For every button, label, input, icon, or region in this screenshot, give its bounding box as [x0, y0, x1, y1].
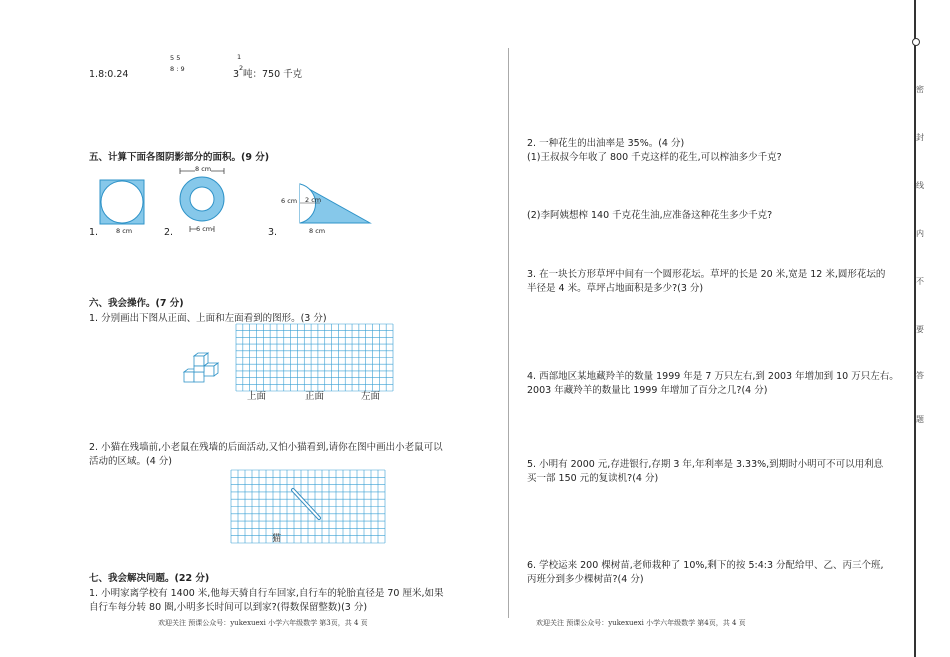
figure-3-dim-radius: 2 cm	[305, 196, 322, 204]
figure-2-dim-top: 8 cm	[195, 165, 212, 173]
q3-line2: 半径是 4 米。草坪占地面积是多少?(3 分)	[527, 283, 704, 294]
figure-3-dim-left: 6 cm	[281, 197, 298, 205]
section6-question-2-line2: 活动的区域。(4 分)	[89, 456, 172, 467]
left-footer: 欢迎关注 预课公众号：yukexuexi 小学六年级数学 第3页，共 4 页	[158, 619, 368, 627]
binding-char-6: 要	[916, 325, 924, 334]
grid-label-left-view: 左面	[361, 391, 381, 402]
q6-line2: 丙班分到多少棵树苗?(4 分)	[527, 574, 644, 585]
binding-char-4: 内	[916, 229, 924, 238]
binding-char-5: 不	[916, 277, 924, 286]
binding-char-2: 封	[916, 133, 924, 142]
section7-question-1-line2: 自行车每分转 80 圈,小明多长时间可以到家?(得数保留整数)(3 分)	[89, 602, 368, 613]
figure-3-number: 3.	[268, 227, 278, 238]
q3-line1: 3. 在一块长方形草坪中间有一个圆形花坛。草坪的长是 20 米,宽是 12 米,圆形花坛的	[527, 269, 886, 280]
ratio-item-1: 1.8:0.24	[89, 69, 129, 80]
cube-stack-figure	[180, 354, 222, 386]
q2-title: 2. 一种花生的出油率是 35%。(4 分)	[527, 138, 685, 149]
figure-2-number: 2.	[164, 227, 174, 238]
grid-label-top-view: 上面	[247, 391, 267, 402]
q2-part-a: (1)王叔叔今年收了 800 千克这样的花生,可以榨油多少千克?	[527, 152, 782, 163]
cat-label: 猫	[272, 534, 282, 544]
ratio-item-3-whole: 3	[233, 69, 240, 80]
q4-line2: 2003 年藏羚羊的数量比 1999 年增加了百分之几?(4 分)	[527, 385, 768, 396]
section5-title: 五、计算下面各图阴影部分的面积。(9 分)	[89, 152, 270, 163]
page-divider	[508, 48, 509, 618]
figure-1-number: 1.	[89, 227, 99, 238]
q4-line1: 4. 西部地区某地藏羚羊的数量 1999 年是 7 万只左右,到 2003 年增加到 10 万只左右。	[527, 371, 899, 382]
section7-question-1-line1: 1. 小明家离学校有 1400 米,他每天骑自行车回家,自行车的轮胎直径是 70 厘米,如果	[89, 588, 444, 599]
drawing-grid-views[interactable]	[236, 324, 394, 392]
drawing-grid-cat-mouse[interactable]	[231, 470, 386, 544]
section7-title: 七、我会解决问题。(22 分)	[89, 573, 210, 584]
q5-line1: 5. 小明有 2000 元,存进银行,存期 3 年,年利率是 3.33%,到期时小明可不可以用利息	[527, 459, 884, 470]
q5-line2: 买一部 150 元的复读机?(4 分)	[527, 473, 659, 484]
ratio-item-3-rest: 吨：750 千克	[243, 69, 303, 80]
binding-char-8: 题	[916, 415, 924, 424]
figure-3-dim-bottom: 8 cm	[309, 227, 326, 235]
binding-char-1: 密	[916, 85, 924, 94]
q6-line1: 6. 学校运来 200 棵树苗,老师栽种了 10%,剩下的按 5:4:3 分配给甲、乙、丙三个班,	[527, 560, 884, 571]
ratio-item-3-denominator: 2	[239, 64, 244, 72]
ratio-item-3-numerator: 1	[237, 53, 242, 61]
binding-char-3: 线	[916, 181, 924, 190]
ratio-item-2-numerators: 5 5	[170, 54, 181, 62]
binding-char-7: 答	[916, 371, 924, 380]
ratio-item-2-denominators: 8 : 9	[170, 65, 185, 73]
section6-question-2-line1: 2. 小猫在残墙前,小老鼠在残墙的后面活动,又怕小猫看到,请你在图中画出小老鼠可以	[89, 442, 443, 453]
grid-label-front-view: 正面	[305, 391, 325, 402]
right-footer: 欢迎关注 预课公众号：yukexuexi 小学六年级数学 第4页，共 4 页	[536, 619, 746, 627]
figure-1-dim: 8 cm	[116, 227, 133, 235]
q2-part-b: (2)李阿姨想榨 140 千克花生油,应准备这种花生多少千克?	[527, 210, 773, 221]
section6-question-1: 1. 分别画出下图从正面、上面和左面看到的图形。(3 分)	[89, 313, 327, 324]
section6-title: 六、我会操作。(7 分)	[89, 298, 184, 309]
figure-3-triangle	[298, 182, 378, 227]
figure-2-dim-bottom: 6 cm	[196, 225, 213, 233]
binding-hole	[912, 38, 920, 46]
